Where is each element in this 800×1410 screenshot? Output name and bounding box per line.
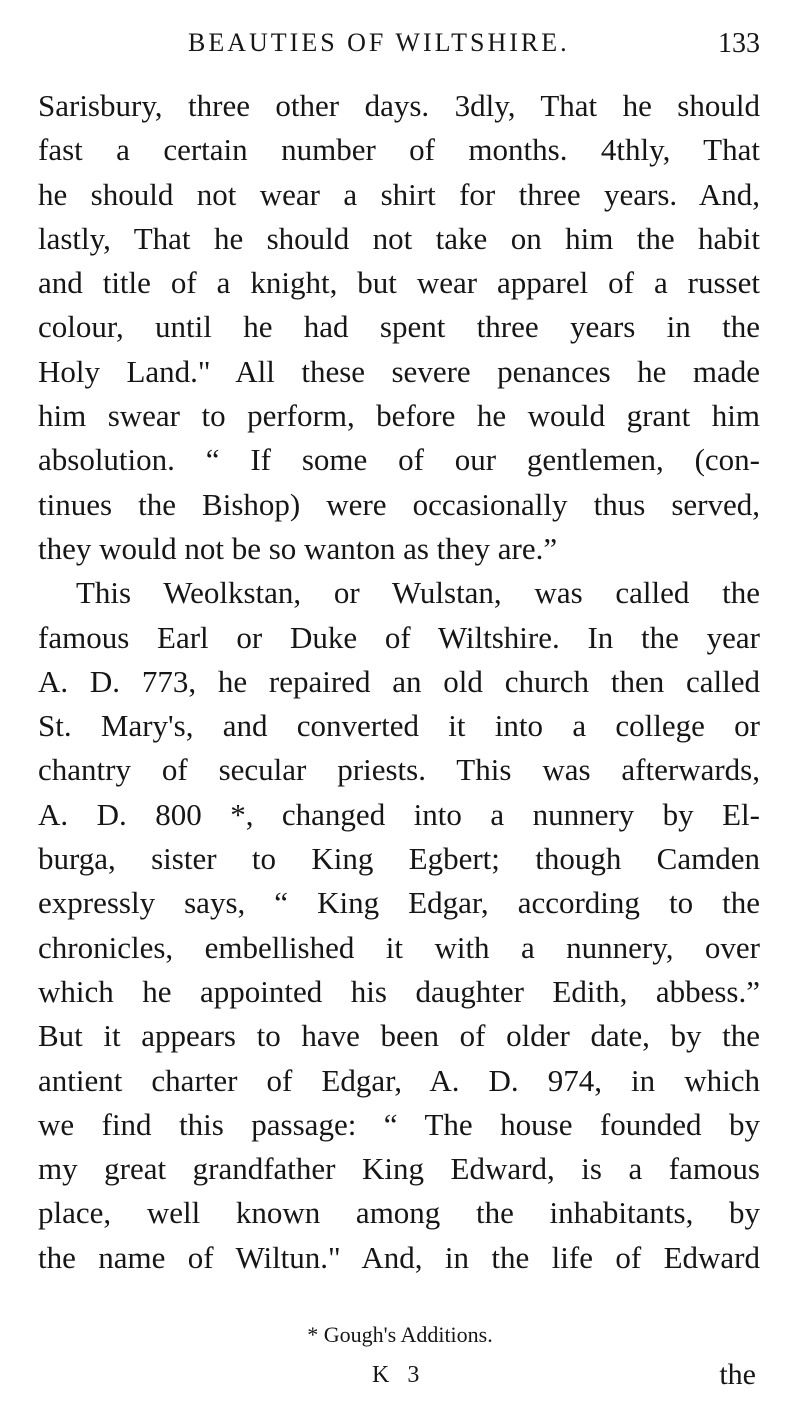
text-line-15: St. Mary's, and converted it into a college or: [38, 708, 760, 744]
body-text: [38, 84, 760, 1280]
text-line-18: burga, sister to King Egbert; though Camden: [38, 841, 760, 877]
text-line-8: him swear to perform, before he would grant him: [38, 398, 760, 434]
text-line-6: colour, until he had spent three years in the: [38, 309, 760, 345]
text-line-26: place, well known among the inhabitants, by: [38, 1195, 760, 1231]
text-line-12: This Weolkstan, or Wulstan, was called the: [76, 575, 760, 611]
text-line-27: the name of Wiltun." And, in the life of Edward: [38, 1239, 760, 1275]
text-line-7: Holy Land." All these severe penances he made: [38, 353, 760, 389]
text-line-14: A. D. 773, he repaired an old church then called: [38, 663, 760, 699]
text-line-17: A. D. 800 *, changed into a nunnery by El-: [38, 796, 760, 832]
catchword: the: [719, 1358, 756, 1391]
text-line-3: he should not wear a shirt for three years. And,: [38, 176, 760, 212]
text-line-22: But it appears to have been of older date, by the: [38, 1018, 760, 1054]
text-line-10: tinues the Bishop) were occasionally thus served,: [38, 486, 760, 522]
text-line-24: we find this passage: “ The house founded by: [38, 1106, 760, 1142]
text-line-9: absolution. “ If some of our gentlemen, (con-: [38, 442, 760, 478]
text-line-23: antient charter of Edgar, A. D. 974, in which: [38, 1062, 760, 1098]
footnote: * Gough's Additions.: [307, 1322, 493, 1347]
page-number: 133: [718, 28, 760, 59]
text-line-1: Sarisbury, three other days. 3dly, That he should: [38, 88, 760, 123]
text-line-16: chantry of secular priests. This was afterwards,: [38, 752, 760, 788]
signature-mark: K 3: [372, 1362, 426, 1388]
text-line-25: my great grandfather King Edward, is a famous: [38, 1151, 760, 1187]
text-line-20: chronicles, embellished it with a nunnery, over: [38, 929, 760, 965]
text-line-21: which he appointed his daughter Edith, abbess.”: [38, 973, 760, 1009]
text-line-13: famous Earl or Duke of Wiltshire. In the year: [38, 619, 760, 655]
text-line-2: fast a certain number of months. 4thly, That: [38, 132, 760, 168]
running-title: BEAUTIES OF WILTSHIRE.: [188, 28, 570, 57]
text-line-4: lastly, That he should not take on him the habit: [38, 220, 760, 256]
text-line-11: they would not be so wanton as they are.”: [38, 530, 558, 566]
running-head: [38, 28, 760, 68]
text-line-5: and title of a knight, but wear apparel of a russet: [38, 265, 760, 301]
text-line-19: expressly says, “ King Edgar, according to the: [38, 885, 760, 921]
